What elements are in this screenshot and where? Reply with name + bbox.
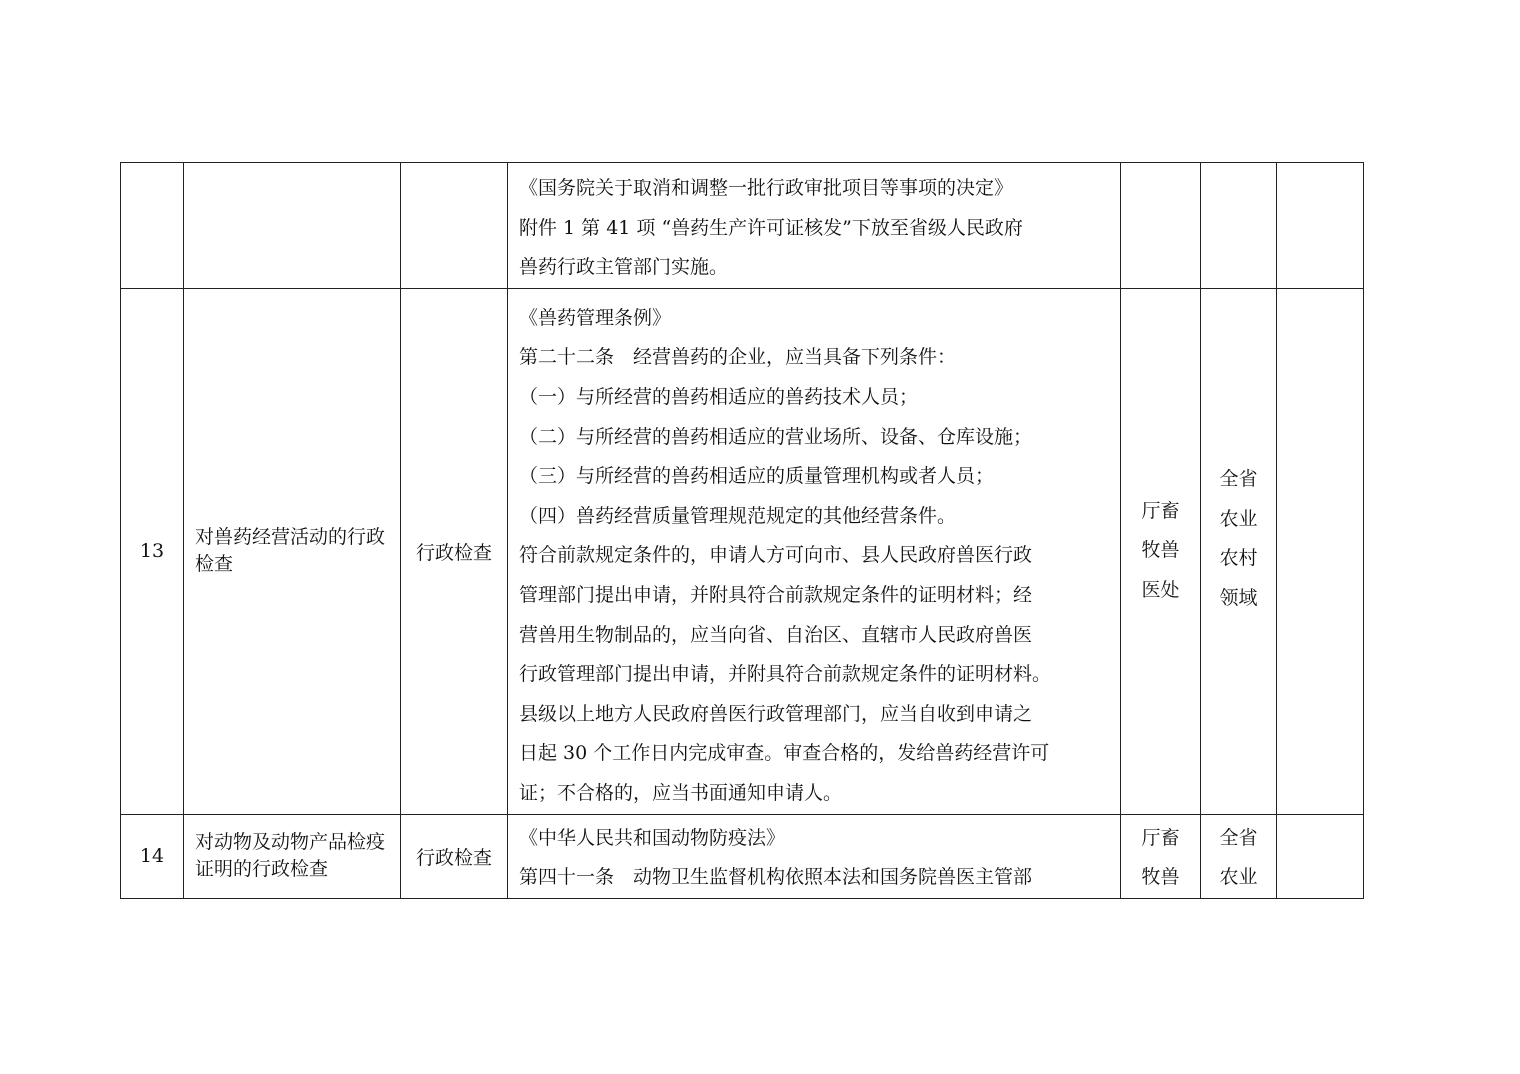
item-type: 行政检查 [401, 814, 508, 898]
remarks [1277, 288, 1364, 814]
area-text: 全省 [1219, 826, 1258, 849]
remarks [1277, 163, 1364, 289]
legal-basis [508, 814, 1121, 898]
department-text: 厅畜 [1141, 826, 1180, 849]
area-text: 领域 [1219, 586, 1258, 609]
basis-line: （四）兽药经营质量管理规范规定的其他经营条件。 [519, 504, 957, 527]
table-row [121, 814, 1364, 898]
legal-basis [508, 163, 1121, 289]
basis-line: 证；不合格的，应当书面通知申请人。 [519, 781, 843, 804]
item-type [401, 163, 508, 289]
responsible-department [1121, 814, 1201, 898]
basis-line: （一）与所经营的兽药相适应的兽药技术人员； [519, 385, 919, 408]
basis-line: 日起 30 个工作日内完成审查。审查合格的，发给兽药经营许可 [519, 742, 1050, 765]
basis-line: 《中华人民共和国动物防疫法》 [519, 826, 786, 849]
area-text: 全省 [1219, 467, 1258, 490]
responsible-department [1121, 288, 1201, 814]
basis-line: （三）与所经营的兽药相适应的质量管理机构或者人员； [519, 465, 995, 488]
inspection-items-table [120, 162, 1364, 899]
department-text: 牧兽 [1141, 539, 1180, 562]
basis-line: 《兽药管理条例》 [519, 306, 672, 329]
applicable-area [1201, 288, 1277, 814]
remarks [1277, 814, 1364, 898]
basis-line: 行政管理部门提出申请，并附具符合前款规定条件的证明材料。 [519, 663, 1052, 686]
basis-line: 兽药行政主管部门实施。 [519, 256, 729, 279]
table-row [121, 288, 1364, 814]
area-text: 农业 [1219, 866, 1258, 889]
legal-basis [508, 288, 1121, 814]
basis-line: 县级以上地方人民政府兽医行政管理部门，应当自收到申请之 [519, 702, 1033, 725]
row-number [121, 163, 184, 289]
basis-line: 符合前款规定条件的，申请人方可向市、县人民政府兽医行政 [519, 544, 1033, 567]
basis-line: 《国务院关于取消和调整一批行政审批项目等事项的决定》 [519, 177, 1014, 199]
basis-line: 第四十一条 动物卫生监督机构依照本法和国务院兽医主管部 [519, 866, 1033, 889]
row-number: 13 [121, 288, 184, 814]
applicable-area [1201, 163, 1277, 289]
basis-line: 营兽用生物制品的，应当向省、自治区、直辖市人民政府兽医 [519, 623, 1033, 646]
responsible-department [1121, 163, 1201, 289]
department-text: 牧兽 [1141, 866, 1180, 889]
basis-line: （二）与所经营的兽药相适应的营业场所、设备、仓库设施； [519, 425, 1033, 448]
area-text: 农业 [1219, 507, 1258, 530]
area-text: 农村 [1219, 547, 1258, 570]
item-name: 对动物及动物产品检疫证明的行政检查 [184, 814, 401, 898]
basis-line: 管理部门提出申请，并附具符合前款规定条件的证明材料；经 [519, 583, 1033, 606]
department-text: 厅畜 [1141, 499, 1180, 522]
applicable-area [1201, 814, 1277, 898]
table-row [121, 163, 1364, 289]
item-type: 行政检查 [401, 288, 508, 814]
basis-line: 附件 1 第 41 项 “兽药生产许可证核发”下放至省级人民政府 [519, 216, 1023, 239]
row-number: 14 [121, 814, 184, 898]
basis-line: 第二十二条 经营兽药的企业，应当具备下列条件： [519, 346, 957, 369]
item-name: 对兽药经营活动的行政检查 [184, 288, 401, 814]
department-text: 医处 [1141, 578, 1180, 601]
item-name [184, 163, 401, 289]
